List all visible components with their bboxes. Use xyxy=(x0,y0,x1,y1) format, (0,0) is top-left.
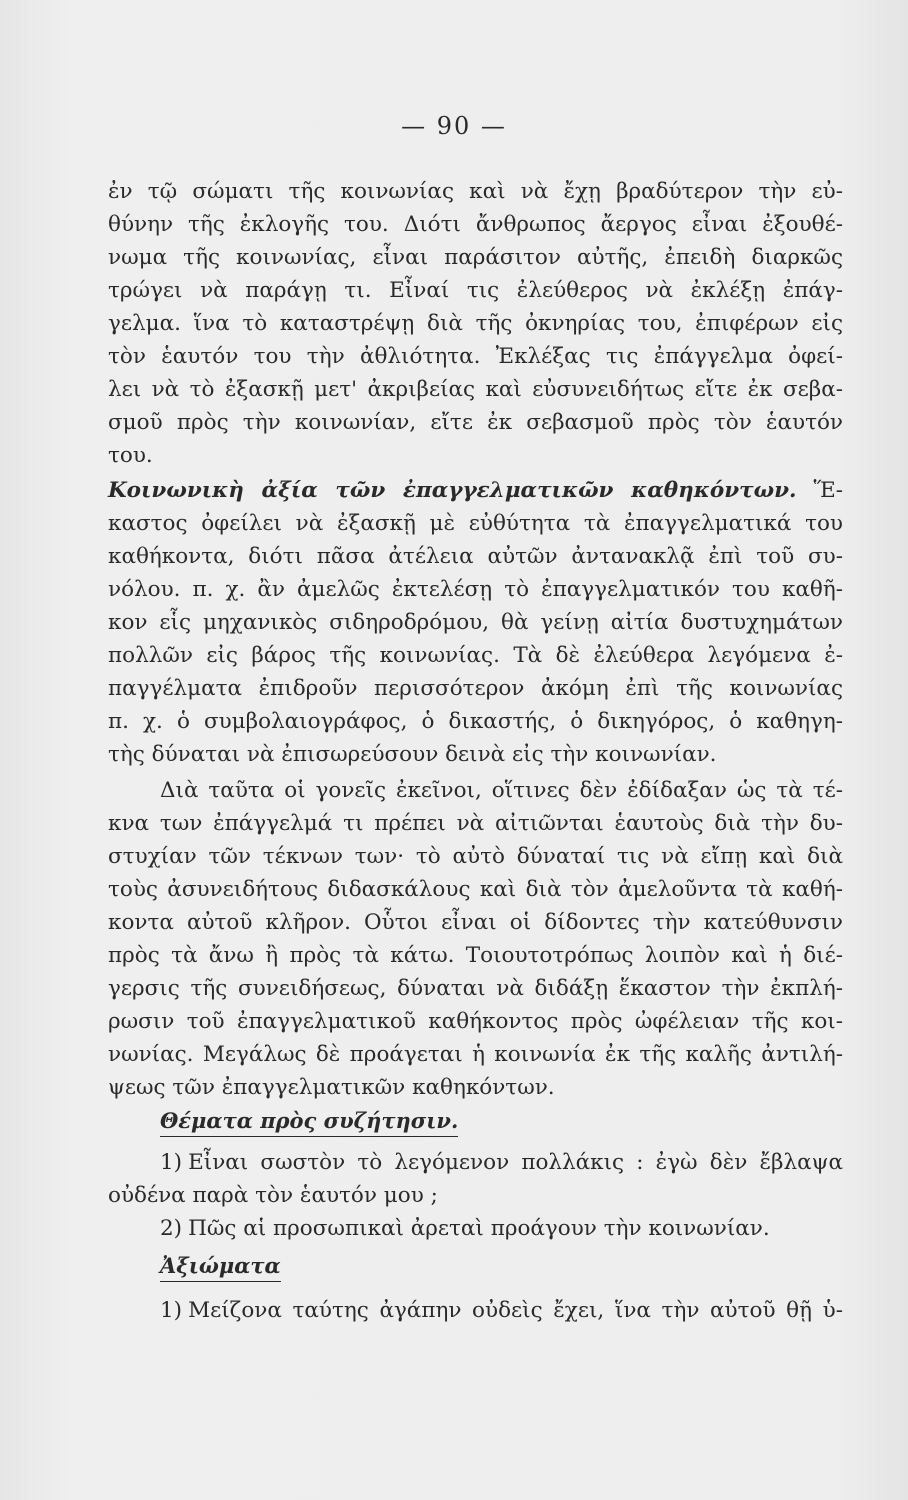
topic-number: 1) xyxy=(160,1150,183,1175)
text-line: π. χ. ὁ συμβολαιογράφος, ὁ δικαστής, ὁ δικηγόρος, ὁ καθηγη- xyxy=(108,709,843,734)
text-line: κνα των ἐπάγγελμά τι πρέπει νὰ αἰτιῶνται ἑαυτοὺς διὰ τὴν δυ- xyxy=(108,811,843,836)
topic-text: Πῶς αἱ προσωπικαὶ ἀρεταὶ προάγουν τὴν κοινωνίαν. xyxy=(188,1216,770,1241)
topic-text: Εἶναι σωστὸν τὸ λεγόμενον πολλάκις : ἐγὼ δὲν ἔβλαψα xyxy=(188,1150,843,1175)
text-line: πολλῶν εἰς βάρος τῆς κοινωνίας. Τὰ δὲ ἐλεύθερα λεγόμενα ἐ- xyxy=(108,643,843,668)
text-line: ψεως τῶν ἐπαγγελματικῶν καθηκόντων. xyxy=(108,1075,555,1100)
topics-heading: Θέματα πρὸς συζήτησιν. xyxy=(160,1106,458,1137)
text-line: γελμα. ἵνα τὸ καταστρέψῃ διὰ τῆς ὀκνηρίας του, ἐπιφέρων εἰς xyxy=(108,311,843,336)
text-line: του. xyxy=(108,443,153,468)
text-line: λει νὰ τὸ ἐξασκῇ μετ' ἀκριβείας καὶ εὐσυνειδήτως εἴτε ἐκ σεβα- xyxy=(108,377,843,402)
text-line: κοντα αὐτοῦ κλῆρον. Οὗτοι εἶναι οἱ δίδοντες τὴν κατεύθυνσιν xyxy=(108,910,843,935)
section-heading-tail: Ἕ- xyxy=(813,478,843,503)
text-line: οὐδένα παρὰ τὸν ἑαυτόν μου ; xyxy=(108,1183,438,1208)
axiom-text: Μείζονα ταύτης ἀγάπην οὐδεὶς ἔχει, ἵνα τὴν αὐτοῦ θῇ ὑ- xyxy=(188,1298,843,1323)
text-line: καθήκοντα, διότι πᾶσα ἀτέλεια αὐτῶν ἀντανακλᾷ ἐπὶ τοῦ συ- xyxy=(108,544,843,569)
text-line: τὸν ἑαυτόν του τὴν ἀθλιότητα. Ἐκλέξας τις ἐπάγγελμα ὀφεί- xyxy=(108,344,843,369)
axiom-item-1 xyxy=(160,1296,843,1326)
axioms-heading: Ἀξιώματα xyxy=(160,1251,281,1282)
text-line: Διὰ ταῦτα οἱ γονεῖς ἐκεῖνοι, οἵτινες δὲν ἐδίδαξαν ὡς τὰ τέ- xyxy=(160,778,843,803)
text-line: νωμα τῆς κοινωνίας, εἶναι παράσιτον αὐτῆς, ἐπειδὴ διαρκῶς xyxy=(108,245,843,270)
text-line: τὴς δύναται νὰ ἐπισωρεύσουν δεινὰ εἰς τὴν κοινωνίαν. xyxy=(108,742,717,767)
page-number: — 90 — xyxy=(401,112,507,140)
section-heading-line xyxy=(108,476,843,506)
text-line: κον εἷς μηχανικὸς σιδηροδρόμου, θὰ γείνῃ αἰτία δυστυχημάτων xyxy=(108,610,843,635)
text-line: νόλου. π. χ. ἂν ἀμελῶς ἐκτελέσῃ τὸ ἐπαγγελματικόν του καθῆ- xyxy=(108,577,843,602)
text-line: ρωσιν τοῦ ἐπαγγελματικοῦ καθήκοντος πρὸς ὠφέλειαν τῆς κοι- xyxy=(108,1009,843,1034)
text-line: πρὸς τὰ ἄνω ἢ πρὸς τὰ κάτω. Τοιουτοτρόπως λοιπὸν καὶ ἡ διέ- xyxy=(108,943,843,968)
text-line: ἐν τῷ σώματι τῆς κοινωνίας καὶ νὰ ἔχῃ βραδύτερον τὴν εὐ- xyxy=(108,179,843,204)
topic-number: 2) xyxy=(160,1216,183,1241)
text-line: τρώγει νὰ παράγῃ τι. Εἶναί τις ἐλεύθερος νὰ ἐκλέξῃ ἐπάγ- xyxy=(108,278,843,303)
axiom-number: 1) xyxy=(160,1298,183,1323)
text-line: στυχίαν τῶν τέκνων των· τὸ αὐτὸ δύναταί τις νὰ εἴπῃ καὶ διὰ xyxy=(108,844,843,869)
text-line: τοὺς ἀσυνειδήτους διδασκάλους καὶ διὰ τὸν ἀμελοῦντα τὰ καθή- xyxy=(108,877,843,902)
text-line: γερσις τῆς συνειδήσεως, δύναται νὰ διδάξῃ ἕκαστον τὴν ἐκπλή- xyxy=(108,976,843,1001)
text-line: νωνίας. Μεγάλως δὲ προάγεται ἡ κοινωνία ἐκ τῆς καλῆς ἀντιλή- xyxy=(108,1042,843,1067)
topic-item-1 xyxy=(160,1148,843,1178)
text-line: θύνην τῆς ἐκλογῆς του. Διότι ἄνθρωπος ἄεργος εἶναι ἐξουθέ- xyxy=(108,212,843,237)
topic-item-2 xyxy=(160,1214,843,1244)
text-line: καστος ὀφείλει νὰ ἐξασκῇ μὲ εὐθύτητα τὰ ἐπαγγελματικά του xyxy=(108,511,843,536)
text-line: παγγέλματα ἐπιδροῦν περισσότερον ἀκόμη ἐπὶ τῆς κοινωνίας xyxy=(108,676,843,701)
section-heading: Κοινωνικὴ ἀξία τῶν ἐπαγγελματικῶν καθηκόντων. xyxy=(108,478,797,503)
text-line: σμοῦ πρὸς τὴν κοινωνίαν, εἴτε ἐκ σεβασμοῦ πρὸς τὸν ἑαυτόν xyxy=(108,410,843,435)
